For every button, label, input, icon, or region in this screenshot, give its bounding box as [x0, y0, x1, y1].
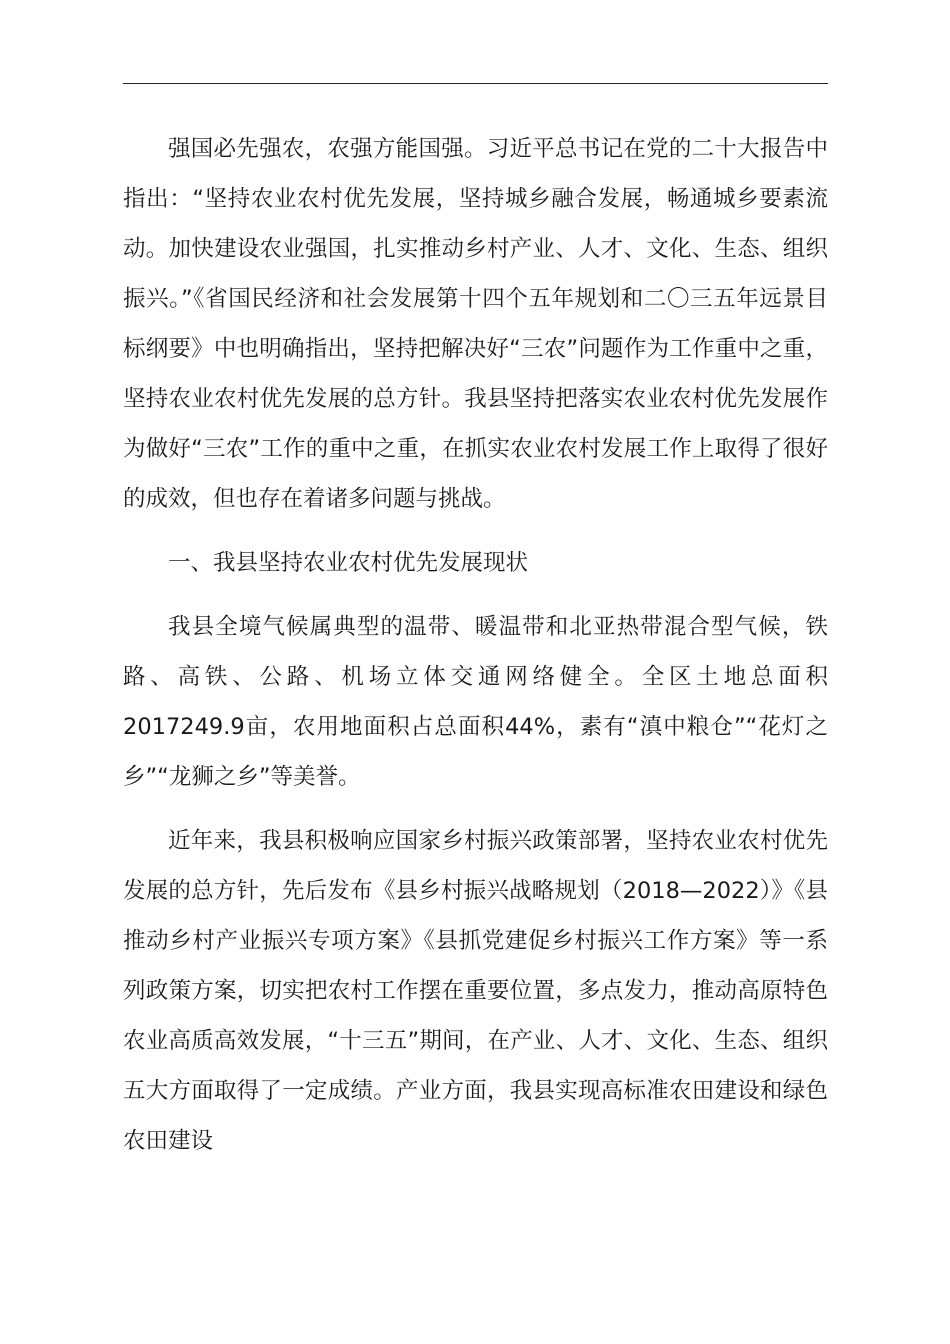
climate-paragraph: 我县全境气候属典型的温带、暖温带和北亚热带混合型气候，铁路、高铁、公路、机场立体交通网络健全。全区土地总面积2017249.9亩，农用地面积占总面积44%，素有“滇中粮仓”“花灯之乡”“龙狮之乡”等美誉。: [123, 614, 828, 790]
section-heading: 一、我县坚持农业农村优先发展现状: [168, 550, 529, 576]
policy-paragraph: 近年来，我县积极响应国家乡村振兴政策部署，坚持农业农村优先发展的总方针，先后发布《县乡村振兴战略规划（2018—2022）》《县推动乡村产业振兴专项方案》《县抓党建促乡村振兴工作方案》等一系列政策方案，切实把农村工作摆在重要位置，多点发力，推动高原特色农业高质高效发展，“十三五”期间，在产业、人才、文化、生态、组织五大方面取得了一定成绩。产业方面，我县实现高标准农田建设和绿色农田建设: [123, 828, 828, 1154]
intro-paragraph: 强国必先强农，农强方能国强。习近平总书记在党的二十大报告中指出：“坚持农业农村优先发展，坚持城乡融合发展，畅通城乡要素流动。加快建设农业强国，扎实推动乡村产业、人才、文化、生态、组织振兴。”《省国民经济和社会发展第十四个五年规划和二〇三五年远景目标纲要》中也明确指出，坚持把解决好“三农”问题作为工作重中之重，坚持农业农村优先发展的总方针。我县坚持把落实农业农村优先发展作为做好“三农”工作的重中之重，在抓实农业农村发展工作上取得了很好的成效，但也存在着诸多问题与挑战。: [123, 136, 828, 512]
header-rule: [123, 83, 828, 84]
body-text: [123, 124, 828, 1166]
